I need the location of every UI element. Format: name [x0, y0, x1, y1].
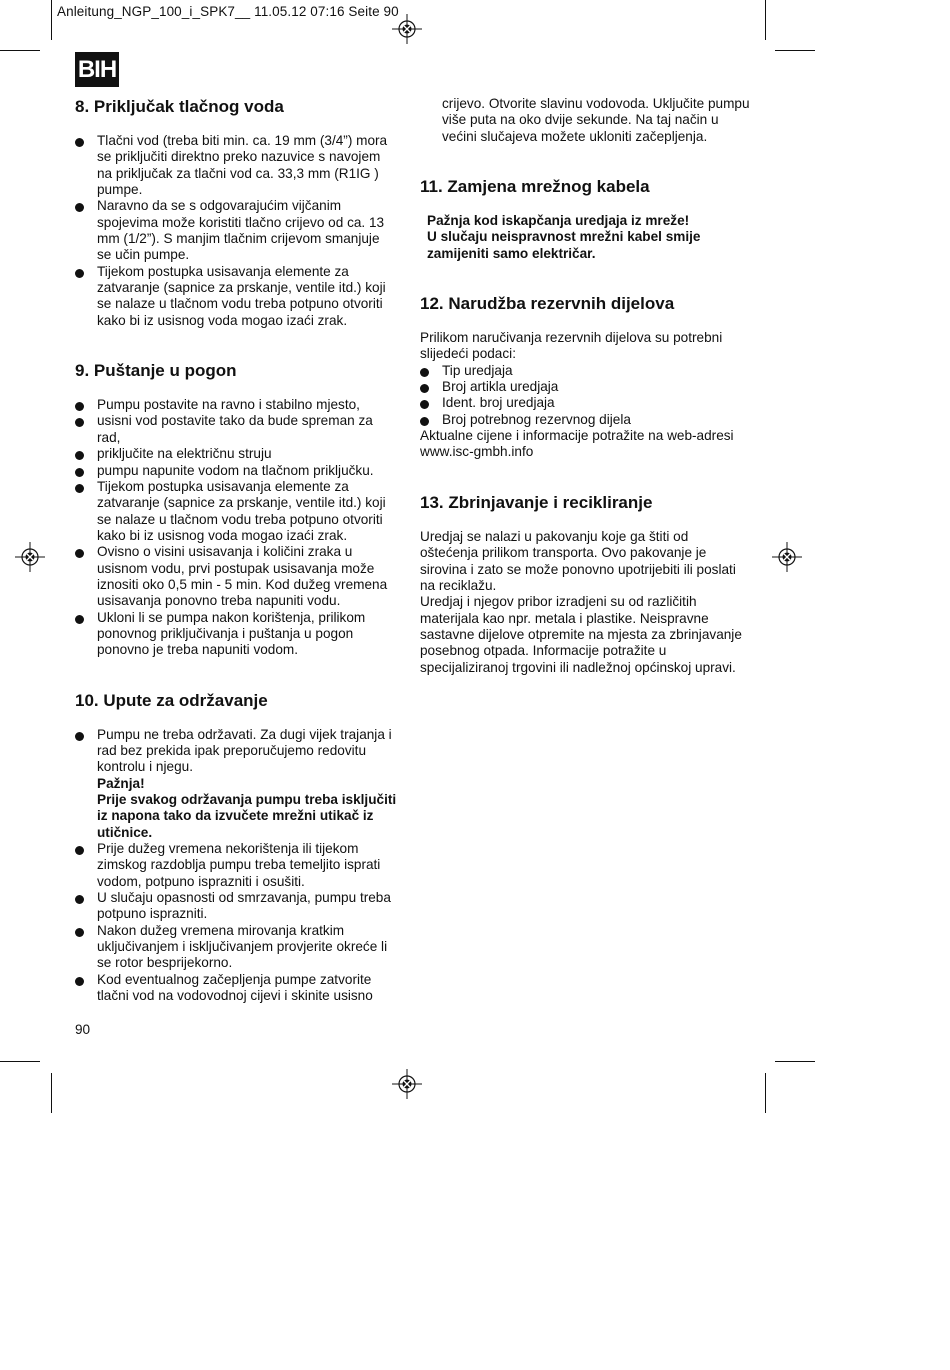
page-number: 90 [75, 1022, 91, 1037]
list-item: Ovisno o visini usisavanja i količini zraka u usisnom vodu, prvi postupak usisavanja može iznositi oko 0,5 min - 5 min. Kod dužeg vremena usisavanja ponovno treba napuniti vodu. [75, 544, 397, 609]
section-9-list [75, 397, 397, 659]
section-10-list [75, 727, 397, 1005]
print-header: Anleitung_NGP_100_i_SPK7__ 11.05.12 07:16 Seite 90 [57, 4, 399, 19]
crop-mark [775, 50, 815, 51]
disposal-paragraph-2: Uredjaj i njegov pribor izradjeni su od različitih materijala kao npr. metala i plastike. Neispravne sastavne dijelove otpremite na mjesta za zbrinjavanje posebnog otpada. Informacije potražite u specijaliziranoj trgovini ili nadležnoj općinskoj upravi. [420, 594, 742, 675]
list-item: Prije dužeg vremena nekorištenja ili tijekom zimskog razdoblja pumpu treba temeljito isprati vodom, potpuno isprazniti i osušiti. [75, 841, 397, 890]
bullet-icon [75, 203, 84, 212]
section-9-title: 9. Puštanje u pogon [75, 361, 237, 381]
list-item: Pumpu postavite na ravno i stabilno mjesto, [75, 397, 397, 413]
crop-mark [51, 1073, 52, 1113]
bullet-icon [75, 418, 84, 427]
bullet-icon [75, 732, 84, 741]
list-item: Ident. broj uredjaja [420, 395, 750, 411]
language-badge: BIH [75, 52, 119, 87]
bullet-icon [75, 615, 84, 624]
list-item: usisni vod postavite tako da bude spreman za rad, [75, 413, 397, 446]
bullet-icon [75, 402, 84, 411]
list-item: Broj artikla uredjaja [420, 379, 750, 395]
bullet-icon [420, 384, 429, 393]
attention-label: Pažnja! [97, 775, 145, 791]
section-12-title: 12. Narudžba rezervnih dijelova [420, 294, 675, 314]
bullet-icon [420, 400, 429, 409]
registration-mark-icon [15, 542, 45, 572]
crop-mark [0, 1061, 40, 1062]
crop-mark [775, 1061, 815, 1062]
disposal-paragraph-1: Uredjaj se nalazi u pakovanju koje ga štiti od oštećenja prilikom transporta. Ovo pakovanje je sirovina i zato se može ponovno upotrijebiti ili poslati na reciklažu. [420, 528, 736, 593]
maintenance-warning: Prije svakog održavanja pumpu treba isključiti iz napona tako da izvučete mrežni utikač iz utičnice. [97, 792, 397, 840]
left-column [75, 96, 397, 1004]
right-column [420, 96, 750, 676]
list-item: Tip uredjaja [420, 363, 750, 379]
list-item: Tijekom postupka usisavanja elemente za zatvaranje (sapnice za prskanje, ventile itd.) koji se nalaze u tlačnom vodu treba potpuno otvoriti kako bi iz usisnog voda mogao izaći zrak. [75, 264, 397, 329]
registration-mark-icon [392, 1069, 422, 1099]
list-item: Broj potrebnog rezervnog dijela [420, 412, 750, 428]
list-item: Pumpu ne treba održavati. Za dugi vijek trajanja i rad bez prekida ipak preporučujemo redovitu kontrolu i njegu. Pažnja! Prije svakog održavanja pumpu treba isključiti iz napona tako da izvučete mrežni utikač iz utičnice. [75, 727, 397, 841]
bullet-icon [75, 846, 84, 855]
cable-warning: Pažnja kod iskapčanja uredjaja iz mreže! U slučaju neispravnost mrežni kabel smije zamijeniti samo električar. [427, 213, 701, 261]
list-item: Tijekom postupka usisavanja elemente za zatvaranje (sapnice za prskanje, ventile itd.) koji se nalaze u tlačnom vodu treba potpuno otvoriti kako bi iz usisnog voda mogao izaći zrak. [75, 479, 397, 544]
bullet-icon [75, 895, 84, 904]
list-item: Kod eventualnog začepljenja pumpe zatvorite tlačni vod na vodovodnoj cijevi i skinite usisno [75, 972, 397, 1005]
section-8-list [75, 133, 397, 329]
list-item: Naravno da se s odgovarajućim vijčanim spojevima može koristiti tlačno crijevo od ca. 13 mm (1/2”). S manjim tlačnim crijevom smanjuje se učin pumpe. [75, 198, 397, 263]
section-8-title: 8. Priključak tlačnog voda [75, 97, 284, 116]
spare-parts-list [420, 363, 750, 428]
crop-mark [765, 0, 766, 40]
crop-mark [51, 0, 52, 40]
spare-parts-intro: Prilikom naručivanja rezervnih dijelova su potrebni slijedeći podaci: [420, 330, 723, 362]
section-10-title: 10. Upute za održavanje [75, 690, 268, 710]
bullet-icon [75, 138, 84, 147]
list-item: U slučaju opasnosti od smrzavanja, pumpu treba potpuno isprazniti. [75, 890, 397, 923]
bullet-icon [75, 549, 84, 558]
list-item: Ukloni li se pumpa nakon korištenja, prilikom ponovnog priključivanja i puštanja u pogon ponovno je treba napuniti vodom. [75, 610, 397, 659]
continued-text: crijevo. Otvorite slavinu vodovoda. Uključite pumpu više puta na oko dvije sekunde. Na taj način u većini slučajeva možete ukloniti začepljenja. [442, 96, 750, 144]
list-item: Nakon dužeg vremena mirovanja kratkim uključivanjem i isključivanjem provjerite okreće li se rotor besprijekorno. [75, 923, 397, 972]
bullet-icon [75, 977, 84, 986]
spare-parts-outro: Aktualne cijene i informacije potražite na web-adresi www.isc-gmbh.info [420, 428, 734, 460]
bullet-icon [75, 269, 84, 278]
crop-mark [0, 50, 40, 51]
bullet-icon [75, 484, 84, 493]
registration-mark-icon [772, 542, 802, 572]
section-11-title: 11. Zamjena mrežnog kabela [420, 177, 650, 197]
bullet-icon [75, 468, 84, 477]
crop-mark [765, 1073, 766, 1113]
bullet-icon [420, 417, 429, 426]
list-item: pumpu napunite vodom na tlačnom priključku. [75, 463, 397, 479]
registration-mark-icon [392, 14, 422, 44]
list-item: Tlačni vod (treba biti min. ca. 19 mm (3/4”) mora se priključiti direktno preko nazuvice s navojem na priključak za tlačni vod ca. 33,3 mm (R1IG ) pumpe. [75, 133, 397, 198]
bullet-icon [420, 368, 429, 377]
list-item: priključite na električnu struju [75, 446, 397, 462]
section-13-title: 13. Zbrinjavanje i recikliranje [420, 492, 653, 512]
bullet-icon [75, 928, 84, 937]
bullet-icon [75, 451, 84, 460]
